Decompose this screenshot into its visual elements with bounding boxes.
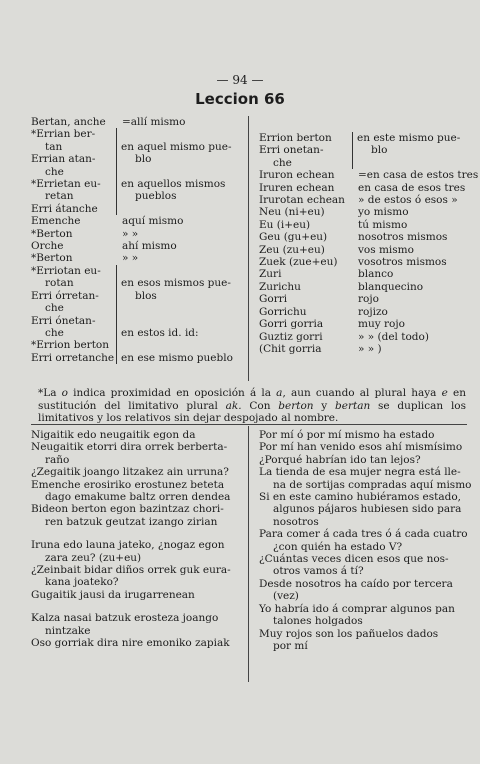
spacer: [31, 601, 231, 612]
sentence: Por mí han venido esos ahí mismísimo: [259, 441, 463, 454]
vocab-left-spanish: [122, 116, 233, 364]
sentence: Por mí ó por mí mismo ha estado: [259, 429, 435, 441]
vocab-entry-spanish: » de estos ó esos »: [358, 194, 458, 207]
vocab-entry-spanish: en aquellos mismos pueblos: [116, 178, 233, 215]
vocab-entry-spanish: en aquel mismo pue- blo: [116, 128, 233, 178]
vocab-entry-spanish: aquí mismo: [122, 215, 184, 228]
vocab-entry-basque: Erri orretanche: [31, 351, 115, 364]
vocab-entry-spanish: en casa de esos tres: [358, 181, 466, 194]
sentence: Gugaitik jausi da irugarrenean: [31, 588, 195, 601]
vocab-entry-spanish: en estos id. id:: [116, 315, 233, 352]
vocab-entry-basque: Zurichu: [259, 280, 301, 293]
vocab-entry-spanish: nosotros mismos: [358, 231, 448, 244]
sentence: Yo habría ido á comprar algunos pan talones holgados: [259, 602, 455, 628]
vocab-entry-basque: Errion berton Erri onetan- che: [259, 132, 332, 169]
sentence: Muy rojos son los pañuelos dados por mí: [259, 627, 439, 652]
spacer: [31, 528, 231, 539]
vocab-entry-basque: Guztiz gorri: [259, 330, 323, 343]
page-number: — 94 —: [216, 73, 264, 87]
vocab-right-spanish: [358, 132, 478, 355]
vocab-entry-basque: Orche: [31, 240, 64, 253]
lesson-title: Leccion 66: [195, 90, 285, 108]
vocab-entry-basque: Irurotan echean: [259, 194, 345, 207]
sentence: La tienda de esa mujer negra está lle- na de sortijas compradas aquí mismo: [259, 466, 472, 491]
sentence: Kalza nasai batzuk erosteza joango nintzake: [31, 612, 219, 637]
footnote: *La o indica proximidad en oposición á la a, aun cuando al plural haya e en sustitución del limitativo plural ak. Con berton y bertan se duplican los limitativos y los relativos sin dejar despojado al nombre.: [38, 387, 467, 425]
vocab-entry-basque: *Errian ber- tan Errian atan- che: [31, 128, 96, 178]
vocab-entry-basque: Bertan, anche: [31, 116, 106, 128]
vocab-entry-spanish: blanco: [358, 268, 394, 281]
sentences-basque: [31, 429, 231, 650]
vocab-entry-spanish: » » (del todo): [358, 330, 429, 343]
section-divider: [31, 424, 467, 425]
vocab-entry-basque: Iruron echean: [259, 169, 335, 182]
vocab-entry-spanish: vosotros mismos: [358, 256, 447, 269]
vocab-entry-basque: *Berton: [31, 252, 73, 265]
vocab-entry-basque: Zuri: [259, 268, 282, 281]
sentence: Iruna edo launa jateko, ¿nogaz egon zara zeu? (zu+eu): [31, 539, 225, 564]
sentence: Nigaitik edo neugaitik egon da: [31, 429, 196, 441]
vocab-entry-spanish: =en casa de estos tres: [358, 169, 479, 182]
vocab-entry-spanish: en este mismo pue- blo: [352, 132, 478, 169]
vocab-entry-basque: Erri ónetan- che *Errion berton: [31, 314, 109, 352]
sentence: Para comer á cada tres ó á cada cuatro ¿con quién ha estado V?: [259, 528, 468, 553]
vocab-left-basque: [31, 116, 114, 364]
vocab-entry-spanish: » »: [122, 227, 139, 240]
vocab-entry-basque: (Chit gorria: [259, 342, 322, 355]
sentence: Si en este camino hubiéramos estado, algunos pájaros hubiesen sido para nosotros: [259, 491, 462, 528]
vocab-entry-spanish: rojizo: [358, 305, 388, 318]
vocab-entry-spanish: rojo: [358, 293, 379, 306]
vocab-entry-basque: *Errietan eu- retan Erri átanche: [31, 178, 101, 215]
sentence: Bideon berton egon bazintzaz chori- ren batzuk geutzat izango zirian: [31, 503, 224, 528]
sentence: ¿Zeinbait bidar diños orrek guk eura- kana joateko?: [31, 564, 231, 589]
vocab-entry-spanish: » » ): [358, 342, 382, 355]
sentence: Emenche erosiriko erostunez beteta dago emakume baltz orren dendea: [31, 478, 231, 504]
vocab-entry-basque: Neu (ni+eu): [259, 206, 325, 219]
sentence-column-divider: [248, 426, 249, 682]
sentence: Desde nosotros ha caído por tercera (vez): [259, 577, 453, 603]
vocab-entry-basque: Iruren echean: [259, 181, 335, 194]
vocab-entry-spanish: =allí mismo: [122, 116, 186, 128]
vocab-right-basque: [259, 132, 345, 355]
vocab-entry-spanish: en ese mismo pueblo: [116, 352, 233, 364]
vocab-entry-spanish: ahí mismo: [122, 240, 177, 253]
sentence: Neugaitik etorri dira orrek berberta- raño: [31, 441, 228, 466]
vocab-entry-spanish: en esos mismos pue- blos: [116, 265, 233, 315]
vocab-entry-basque: Geu (gu+eu): [259, 231, 328, 244]
vocab-entry-basque: Eu (i+eu): [259, 218, 311, 231]
sentence: ¿Zegaitik joango litzakez ain urruna?: [31, 466, 229, 479]
vocab-entry-spanish: tú mismo: [358, 218, 408, 231]
vocab-entry-spanish: yo mismo: [358, 206, 409, 219]
vocab-entry-spanish: blanquecino: [358, 280, 424, 293]
vocab-entry-spanish: » »: [122, 252, 139, 265]
vocab-entry-basque: *Berton: [31, 227, 73, 240]
vocab-entry-basque: Gorri: [259, 293, 288, 306]
vocab-entry-basque: Zeu (zu+eu): [259, 243, 325, 256]
vocab-entry-basque: Gorri gorria: [259, 318, 324, 331]
vocab-entry-spanish: vos mismo: [358, 243, 414, 256]
vocab-entry-basque: Zuek (zue+eu): [259, 256, 338, 269]
vocab-entry-spanish: muy rojo: [358, 318, 405, 331]
sentences-spanish: [259, 429, 471, 652]
vocab-entry-basque: Emenche: [31, 215, 81, 228]
vocab-entry-basque: *Erriotan eu- rotan Erri órretan- che: [31, 264, 101, 315]
vocab-entry-basque: Gorrichu: [259, 305, 307, 318]
sentence: ¿Cuántas veces dicen esos que nos- otros vamos á tí?: [259, 553, 449, 578]
sentence: ¿Porqué habrían ido tan lejos?: [259, 453, 421, 466]
sentence: Oso gorriak dira nire emoniko zapiak: [31, 637, 230, 650]
column-divider: [248, 116, 249, 381]
